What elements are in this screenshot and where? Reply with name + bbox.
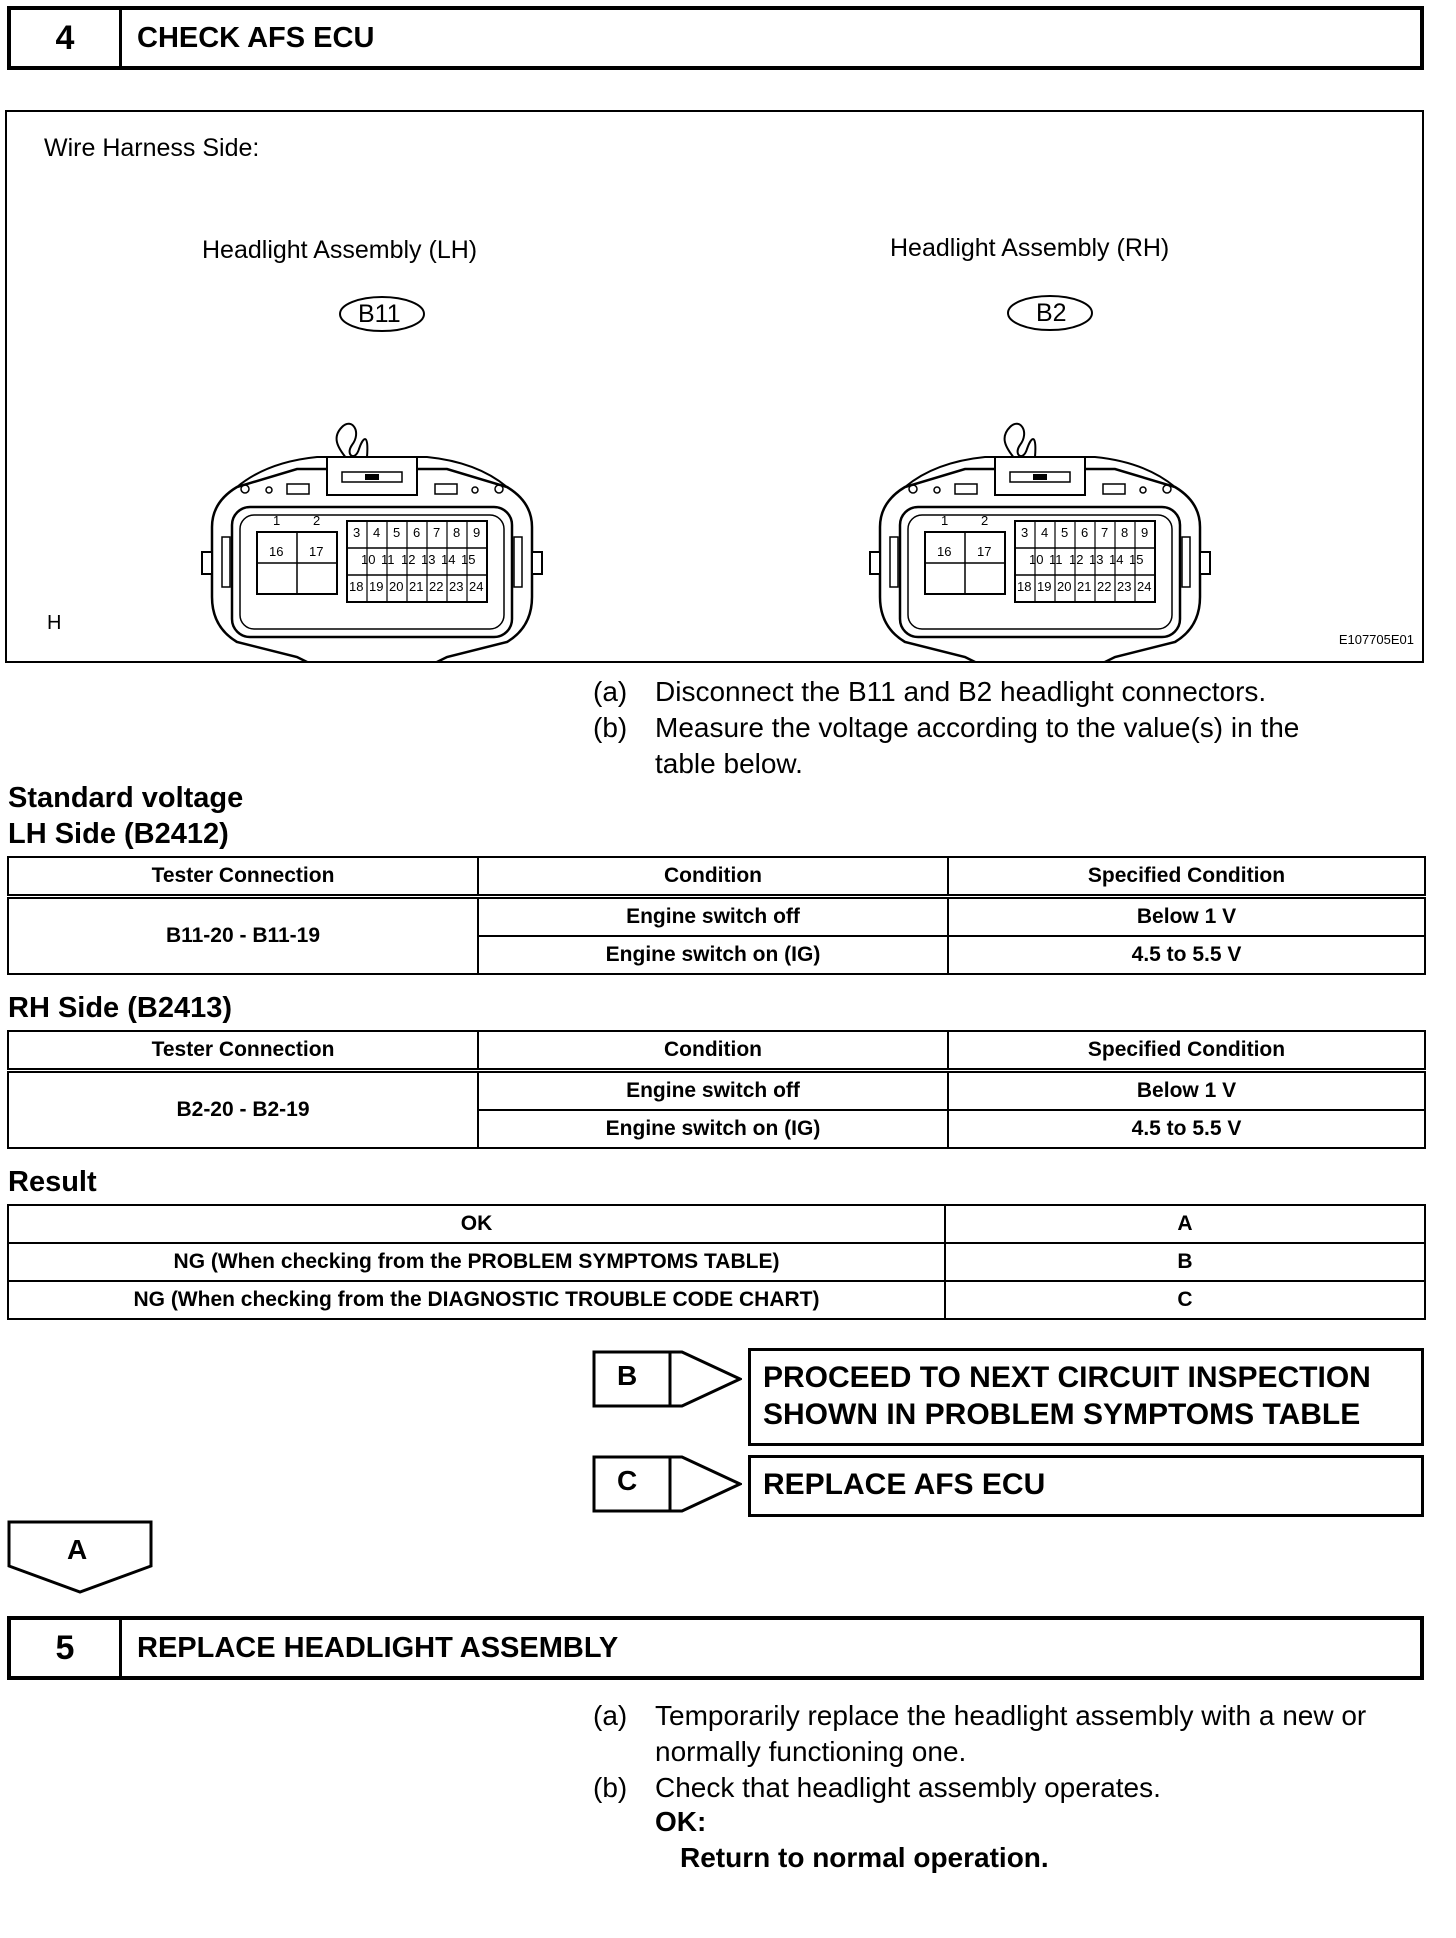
pin-label: 7 — [433, 525, 441, 540]
rh-assembly-title: Headlight Assembly (RH) — [890, 234, 1170, 262]
instruction-text: Disconnect the B11 and B2 headlight connectors. — [655, 676, 1267, 707]
pin-label: 5 — [1061, 525, 1069, 540]
pin-label: 8 — [453, 525, 461, 540]
figure-code: E107705E01 — [1338, 632, 1414, 647]
branch-b-code: B — [617, 1360, 638, 1391]
pin-label: 16 — [269, 544, 284, 559]
branch-c-action — [748, 1455, 1424, 1517]
pin-label: 15 — [461, 552, 476, 567]
ok-text: Return to normal operation. — [680, 1842, 1049, 1873]
result-heading: Result — [8, 1166, 97, 1198]
pin-label: 17 — [977, 544, 992, 559]
pin-labels-rh — [865, 337, 1215, 697]
pin-label: 20 — [1057, 579, 1072, 594]
instruction-label: (b) — [593, 1772, 628, 1803]
pin-label: 2 — [313, 513, 321, 528]
branch-c-arrow — [592, 1455, 742, 1513]
pin-label: 23 — [449, 579, 464, 594]
step-number: 4 — [11, 10, 122, 66]
step-5-header — [7, 1616, 1424, 1680]
wire-harness-side-label: Wire Harness Side: — [44, 134, 260, 162]
table-row — [8, 1205, 1425, 1243]
pin-label: 21 — [409, 579, 424, 594]
spec-cell: 4.5 to 5.5 V — [948, 1110, 1425, 1148]
lh-voltage-table — [7, 856, 1426, 975]
table-row — [8, 1071, 1425, 1111]
pin-label: 11 — [1049, 552, 1063, 567]
connector-id-rh: B2 — [1036, 299, 1067, 327]
branch-b-arrow — [592, 1350, 742, 1408]
spec-cell: Below 1 V — [948, 1071, 1425, 1111]
spec-cell: 4.5 to 5.5 V — [948, 936, 1425, 974]
col-header: Condition — [478, 1031, 948, 1071]
pin-label: 24 — [469, 579, 484, 594]
pin-label: 21 — [1077, 579, 1092, 594]
pin-label: 4 — [373, 525, 381, 540]
lh-side-heading: LH Side (B2412) — [8, 818, 229, 850]
table-row — [8, 897, 1425, 937]
result-condition: NG (When checking from the PROBLEM SYMPTOMS TABLE) — [8, 1243, 945, 1281]
pin-label: 13 — [1089, 552, 1104, 567]
result-code: A — [945, 1205, 1425, 1243]
pin-label: 23 — [1117, 579, 1132, 594]
pin-label: 11 — [381, 552, 395, 567]
col-header: Condition — [478, 857, 948, 897]
action-line: REPLACE AFS ECU — [763, 1468, 1046, 1501]
next-step-code: A — [67, 1534, 88, 1565]
pin-label: 17 — [309, 544, 324, 559]
pin-label: 3 — [1021, 525, 1029, 540]
instruction-text: Measure the voltage according to the value(s) in the table below. — [655, 712, 1300, 779]
pin-label: 10 — [361, 552, 376, 567]
standard-voltage-heading: Standard voltage — [8, 782, 244, 814]
pin-label: 1 — [941, 513, 949, 528]
table-row — [8, 1243, 1425, 1281]
pin-label: 20 — [389, 579, 404, 594]
tester-connection: B2-20 - B2-19 — [8, 1071, 478, 1149]
pin-label: 19 — [1037, 579, 1052, 594]
pin-label: 12 — [401, 552, 416, 567]
result-condition: NG (When checking from the DIAGNOSTIC TROUBLE CODE CHART) — [8, 1281, 945, 1319]
condition-cell: Engine switch off — [478, 897, 948, 937]
step-4-header — [7, 6, 1424, 70]
step-number: 5 — [11, 1620, 122, 1676]
pin-label: 13 — [421, 552, 436, 567]
action-line: PROCEED TO NEXT CIRCUIT INSPECTION — [763, 1361, 1371, 1394]
connector-figure — [5, 110, 1424, 663]
ok-label: OK: — [655, 1806, 707, 1837]
pin-label: 3 — [353, 525, 361, 540]
step-title: REPLACE HEADLIGHT ASSEMBLY — [137, 1631, 619, 1664]
corner-label: H — [47, 612, 62, 634]
step-title: CHECK AFS ECU — [137, 21, 375, 54]
instruction-label: (b) — [593, 712, 628, 743]
pin-label: 2 — [981, 513, 989, 528]
lh-assembly-title: Headlight Assembly (LH) — [202, 236, 478, 264]
connector-id-lh: B11 — [358, 300, 401, 328]
pin-label: 12 — [1069, 552, 1084, 567]
pin-label: 15 — [1129, 552, 1144, 567]
pin-label: 22 — [429, 579, 444, 594]
pin-label: 24 — [1137, 579, 1152, 594]
table-row — [8, 1281, 1425, 1319]
result-code: C — [945, 1281, 1425, 1319]
pin-label: 9 — [1141, 525, 1149, 540]
condition-cell: Engine switch off — [478, 1071, 948, 1111]
pin-label: 14 — [1109, 552, 1124, 567]
pin-label: 18 — [1017, 579, 1032, 594]
instruction-label: (a) — [593, 1700, 628, 1731]
pin-labels-lh — [197, 337, 547, 697]
tester-connection: B11-20 - B11-19 — [8, 897, 478, 975]
branch-c-code: C — [617, 1465, 638, 1496]
pin-label: 22 — [1097, 579, 1112, 594]
pin-label: 1 — [273, 513, 281, 528]
pin-label: 16 — [937, 544, 952, 559]
pin-label: 7 — [1101, 525, 1109, 540]
pin-label: 8 — [1121, 525, 1129, 540]
pin-label: 9 — [473, 525, 481, 540]
pin-label: 14 — [441, 552, 456, 567]
rh-voltage-table — [7, 1030, 1426, 1149]
col-header: Tester Connection — [8, 1031, 478, 1071]
col-header: Specified Condition — [948, 1031, 1425, 1071]
instruction-label: (a) — [593, 676, 628, 707]
branch-b-action — [748, 1348, 1424, 1446]
instruction-text: Temporarily replace the headlight assembly with a new or normally functioning one. — [655, 1700, 1367, 1767]
pin-label: 18 — [349, 579, 364, 594]
condition-cell: Engine switch on (IG) — [478, 1110, 948, 1148]
instruction-text: Check that headlight assembly operates. — [655, 1772, 1161, 1803]
pin-label: 6 — [413, 525, 421, 540]
rh-side-heading: RH Side (B2413) — [8, 992, 233, 1024]
pin-label: 4 — [1041, 525, 1049, 540]
col-header: Specified Condition — [948, 857, 1425, 897]
pin-label: 6 — [1081, 525, 1089, 540]
pin-label: 19 — [369, 579, 384, 594]
pin-label: 10 — [1029, 552, 1044, 567]
pin-label: 5 — [393, 525, 401, 540]
condition-cell: Engine switch on (IG) — [478, 936, 948, 974]
action-line: SHOWN IN PROBLEM SYMPTOMS TABLE — [763, 1398, 1361, 1431]
result-table — [7, 1204, 1426, 1320]
result-condition: OK — [8, 1205, 945, 1243]
spec-cell: Below 1 V — [948, 897, 1425, 937]
col-header: Tester Connection — [8, 857, 478, 897]
result-code: B — [945, 1243, 1425, 1281]
